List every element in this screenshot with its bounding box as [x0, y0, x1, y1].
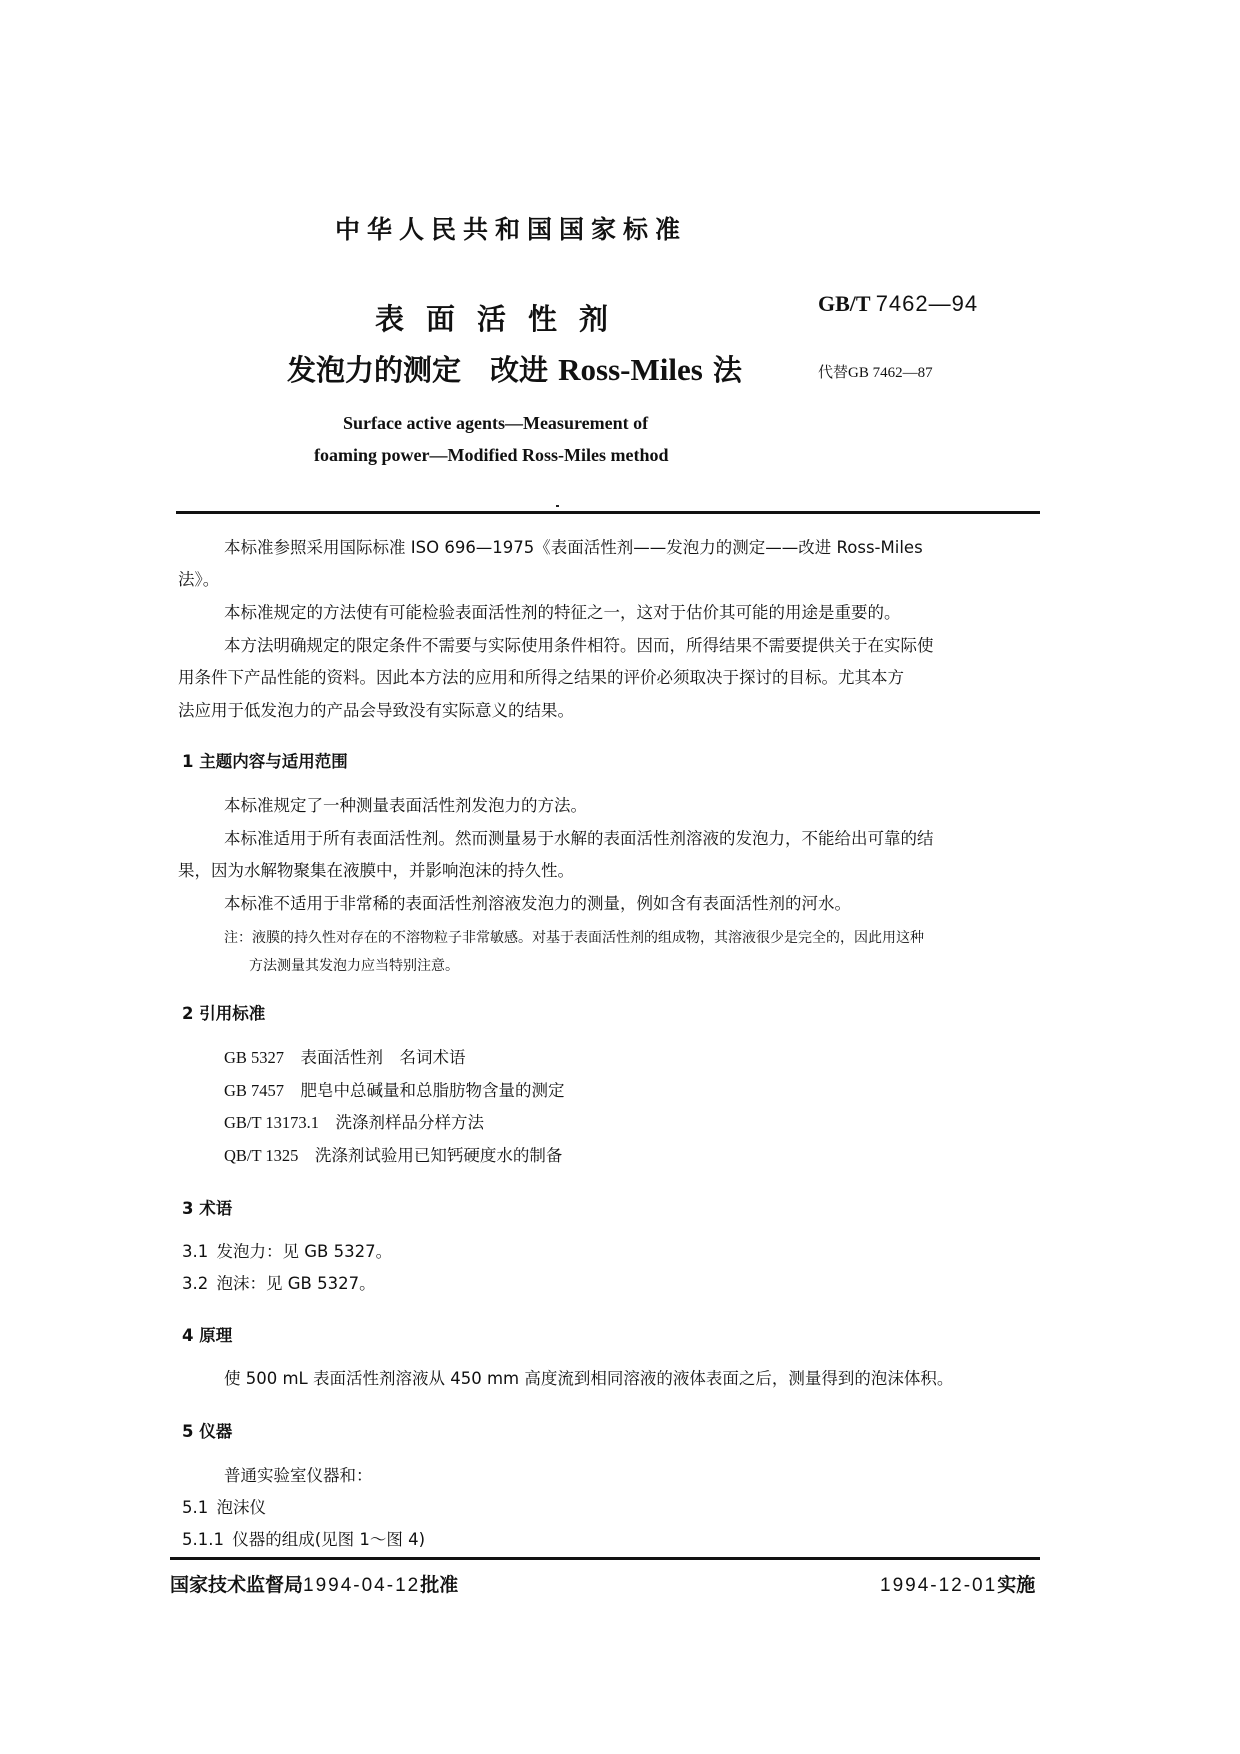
term-text: 发泡力：见 GB 5327。: [216, 1242, 393, 1261]
reference-code: QB/T 1325: [224, 1146, 299, 1165]
english-title-line-1: Surface active agents—Measurement of: [343, 413, 649, 433]
title-cn-a: 发泡力的测定: [287, 353, 462, 387]
title-line-1: 表面活性剂: [375, 302, 631, 336]
foreword-line: 本标准参照采用国际标准 ISO 696—1975《表面活性剂——发泡力的测定——改进 Ross-Miles: [224, 538, 923, 557]
replaces-label: 代替: [818, 363, 849, 381]
section-heading-1: 1 主题内容与适用范围: [182, 752, 348, 771]
reference-code: GB 7457: [224, 1081, 285, 1100]
s1-line: 本标准规定了一种测量表面活性剂发泡力的方法。: [224, 796, 587, 815]
term-number: 3.2: [182, 1274, 209, 1293]
term-number: 3.1: [182, 1242, 209, 1261]
apparatus-item: [182, 1498, 266, 1518]
section-heading-3: 3 术语: [182, 1199, 233, 1218]
scan-dot: [556, 505, 559, 507]
term-item: [182, 1242, 392, 1262]
apparatus-number: 5.1.1: [182, 1530, 224, 1549]
reference-row: [224, 1081, 565, 1101]
foreword-line: 本方法明确规定的限定条件不需要与实际使用条件相符。因而，所得结果不需要提供关于在实际使: [224, 636, 934, 655]
standard-number: [818, 291, 978, 317]
title-cn-c: 法: [712, 353, 742, 387]
foreword-line: 法应用于低发泡力的产品会导致没有实际意义的结果。: [178, 701, 574, 720]
replaces-note: [818, 361, 933, 382]
foreword-line: 本标准规定的方法使有可能检验表面活性剂的特征之一，这对于估价其可能的用途是重要的。: [224, 603, 901, 622]
section-heading-5: 5 仪器: [182, 1422, 233, 1441]
footer-approval: [170, 1570, 458, 1597]
term-item: [182, 1274, 376, 1294]
english-title-line-2: foaming power—Modified Ross-Miles method: [314, 445, 669, 465]
apparatus-number: 5.1: [182, 1498, 209, 1517]
s1-line: 本标准不适用于非常稀的表面活性剂溶液发泡力的测量，例如含有表面活性剂的河水。: [224, 894, 851, 913]
term-text: 泡沫：见 GB 5327。: [216, 1274, 376, 1293]
title-cn-b: 改进: [490, 353, 549, 387]
s1-note-line: 方法测量其发泡力应当特别注意。: [249, 958, 459, 974]
reference-title: 洗涤剂试验用已知钙硬度水的制备: [314, 1146, 563, 1165]
approval-date: 1994-04-12: [303, 1575, 421, 1596]
apparatus-intro: 普通实验室仪器和：: [224, 1466, 373, 1485]
approval-suffix: 批准: [420, 1574, 459, 1596]
standard-prefix: GB/T: [818, 291, 871, 316]
header-divider: [176, 511, 1040, 514]
reference-title: 洗涤剂样品分样方法: [335, 1113, 485, 1132]
approving-authority: 国家技术监督局: [170, 1574, 304, 1596]
apparatus-text: 仪器的组成(见图 1～图 4): [232, 1530, 426, 1549]
apparatus-item: [182, 1530, 425, 1550]
reference-row: [224, 1113, 484, 1133]
principle-text: 使 500 mL 表面活性剂溶液从 450 mm 高度流到相同溶液的液体表面之后，测量得到的泡沫体积。: [224, 1369, 954, 1388]
s1-line: 果，因为水解物聚集在液膜中，并影响泡沫的持久性。: [178, 861, 574, 880]
reference-title: 表面活性剂 名词术语: [300, 1048, 466, 1067]
foreword-line: 用条件下产品性能的资料。因此本方法的应用和所得之结果的评价必须取决于探讨的目标。尤其本方: [178, 668, 904, 687]
footer-effective: [880, 1570, 1035, 1597]
reference-row: [224, 1048, 466, 1068]
title-latin: Ross-Miles: [558, 352, 703, 387]
replaces-number: GB 7462—87: [848, 365, 933, 381]
reference-code: GB/T 13173.1: [224, 1113, 320, 1132]
effective-suffix: 实施: [997, 1574, 1036, 1596]
title-line-2: [287, 348, 742, 389]
reference-code: GB 5327: [224, 1048, 285, 1067]
apparatus-text: 泡沫仪: [216, 1498, 266, 1517]
national-standard-heading: 中华人民共和国国家标准: [335, 215, 688, 244]
footer-divider: [170, 1557, 1040, 1560]
reference-row: [224, 1146, 562, 1166]
s1-note-line: 注：液膜的持久性对存在的不溶物粒子非常敏感。对基于表面活性剂的组成物，其溶液很少是完全的，因此用这种: [224, 930, 924, 946]
effective-date: 1994-12-01: [880, 1575, 998, 1596]
foreword-line: 法》。: [178, 570, 220, 589]
reference-title: 肥皂中总碱量和总脂肪物含量的测定: [300, 1081, 565, 1100]
s1-line: 本标准适用于所有表面活性剂。然而测量易于水解的表面活性剂溶液的发泡力，不能给出可靠的结: [224, 829, 934, 848]
section-heading-2: 2 引用标准: [182, 1004, 266, 1023]
standard-code: 7462—94: [875, 291, 979, 316]
section-heading-4: 4 原理: [182, 1326, 233, 1345]
